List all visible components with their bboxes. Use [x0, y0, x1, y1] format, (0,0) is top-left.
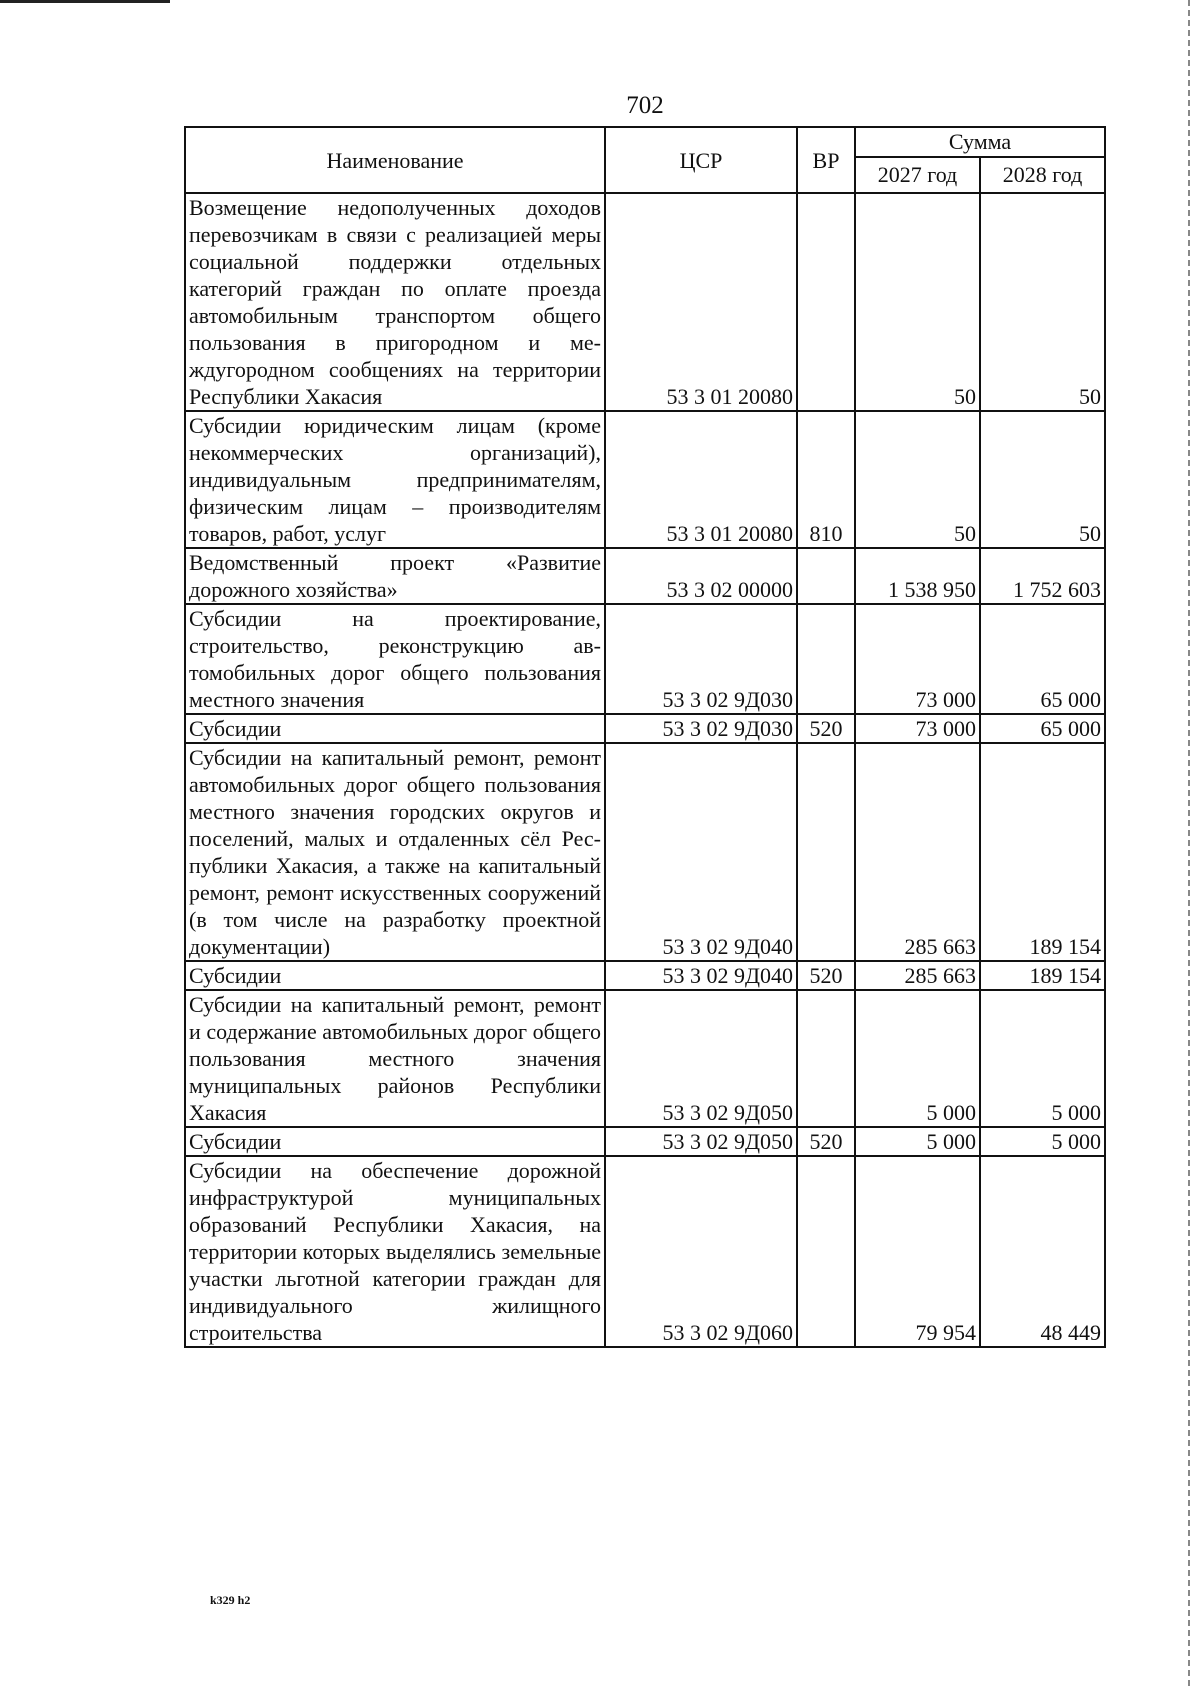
row-name: Субсидии на проектирование, строительство, реконструкцию автомобильных дорог общего пользования местного значения: [185, 604, 605, 714]
scan-top-edge-line: [0, 0, 170, 3]
table-row: [185, 1127, 1105, 1156]
table-row: [185, 548, 1105, 604]
table-row: [185, 714, 1105, 743]
row-sum-2028: 50: [980, 193, 1105, 411]
row-csr: 53 3 02 9Д030: [605, 714, 797, 743]
row-sum-2027: 285 663: [855, 743, 980, 961]
row-sum-2027: 5 000: [855, 1127, 980, 1156]
row-sum-2027: 79 954: [855, 1156, 980, 1347]
table-row: [185, 990, 1105, 1127]
row-csr: 53 3 02 9Д050: [605, 1127, 797, 1156]
row-sum-2028: 5 000: [980, 1127, 1105, 1156]
table-row: [185, 743, 1105, 961]
row-sum-2027: 50: [855, 411, 980, 548]
header-name: Наименование: [185, 127, 605, 193]
row-csr: 53 3 02 9Д040: [605, 743, 797, 961]
header-year-2028: 2028 год: [980, 157, 1105, 193]
row-sum-2028: 1 752 603: [980, 548, 1105, 604]
table-row: [185, 193, 1105, 411]
table-row: [185, 1156, 1105, 1347]
table-row: [185, 604, 1105, 714]
row-vr: [797, 604, 855, 714]
row-name: Субсидии юридическим лицам (кроме некоммерческих организаций), индивидуальным предпринимателям, физическим лицам – производителям товаров, работ, услуг: [185, 411, 605, 548]
page-number: 702: [626, 92, 664, 119]
budget-table: [184, 126, 1106, 1348]
row-name: Субсидии на капитальный ремонт, ремонт и содержание автомобильных дорог общего пользования местного значения муниципальных районов Республики Хакасия: [185, 990, 605, 1127]
row-name: Субсидии на капитальный ремонт, ремонт автомобильных дорог общего пользования местного значения городских округов и поселений, малых и отдаленных сёл Республики Хакасия, а также на капитальный ремонт, ремонт искусственных сооружений (в том числе на разработку проектной документации): [185, 743, 605, 961]
row-vr: 520: [797, 714, 855, 743]
row-vr: 520: [797, 961, 855, 990]
row-csr: 53 3 02 9Д050: [605, 990, 797, 1127]
row-sum-2028: 189 154: [980, 743, 1105, 961]
row-csr: 53 3 02 9Д040: [605, 961, 797, 990]
row-name: Субсидии на обеспечение дорожной инфраструктурой муниципальных образований Республики Хакасия, на территории которых выделялись земельные участки льготной категории граждан для индивидуального жилищного строительства: [185, 1156, 605, 1347]
row-name: Субсидии: [185, 1127, 605, 1156]
table-row: [185, 411, 1105, 548]
row-sum-2028: 65 000: [980, 604, 1105, 714]
row-vr: [797, 743, 855, 961]
row-name: Субсидии: [185, 961, 605, 990]
row-vr: [797, 1156, 855, 1347]
table-body: [185, 193, 1105, 1347]
row-csr: 53 3 01 20080: [605, 193, 797, 411]
row-csr: 53 3 01 20080: [605, 411, 797, 548]
table-row: [185, 961, 1105, 990]
scan-right-edge-line: [1188, 0, 1190, 1686]
footer-code: k329 h2: [210, 1593, 251, 1607]
row-csr: 53 3 02 00000: [605, 548, 797, 604]
row-sum-2027: 73 000: [855, 604, 980, 714]
row-sum-2028: 189 154: [980, 961, 1105, 990]
row-vr: [797, 990, 855, 1127]
header-vr: ВР: [797, 127, 855, 193]
header-year-2027: 2027 год: [855, 157, 980, 193]
row-vr: [797, 548, 855, 604]
table-header: [185, 127, 1105, 193]
row-vr: 520: [797, 1127, 855, 1156]
row-name: Возмещение недополученных доходов перевозчикам в связи с реализацией меры социальной поддержки отдельных категорий граждан по оплате проезда автомобильным транспортом общего пользования в пригородном и междугородном сообщениях на территории Республики Хакасия: [185, 193, 605, 411]
row-sum-2028: 65 000: [980, 714, 1105, 743]
row-sum-2027: 73 000: [855, 714, 980, 743]
row-name: Субсидии: [185, 714, 605, 743]
row-csr: 53 3 02 9Д030: [605, 604, 797, 714]
header-csr: ЦСР: [605, 127, 797, 193]
row-vr: 810: [797, 411, 855, 548]
row-sum-2027: 5 000: [855, 990, 980, 1127]
row-sum-2027: 50: [855, 193, 980, 411]
row-csr: 53 3 02 9Д060: [605, 1156, 797, 1347]
row-sum-2028: 5 000: [980, 990, 1105, 1127]
row-sum-2028: 50: [980, 411, 1105, 548]
row-sum-2027: 285 663: [855, 961, 980, 990]
row-name: Ведомственный проект «Развитие дорожного хозяйства»: [185, 548, 605, 604]
row-sum-2028: 48 449: [980, 1156, 1105, 1347]
row-vr: [797, 193, 855, 411]
row-sum-2027: 1 538 950: [855, 548, 980, 604]
header-sum: Сумма: [855, 127, 1105, 157]
